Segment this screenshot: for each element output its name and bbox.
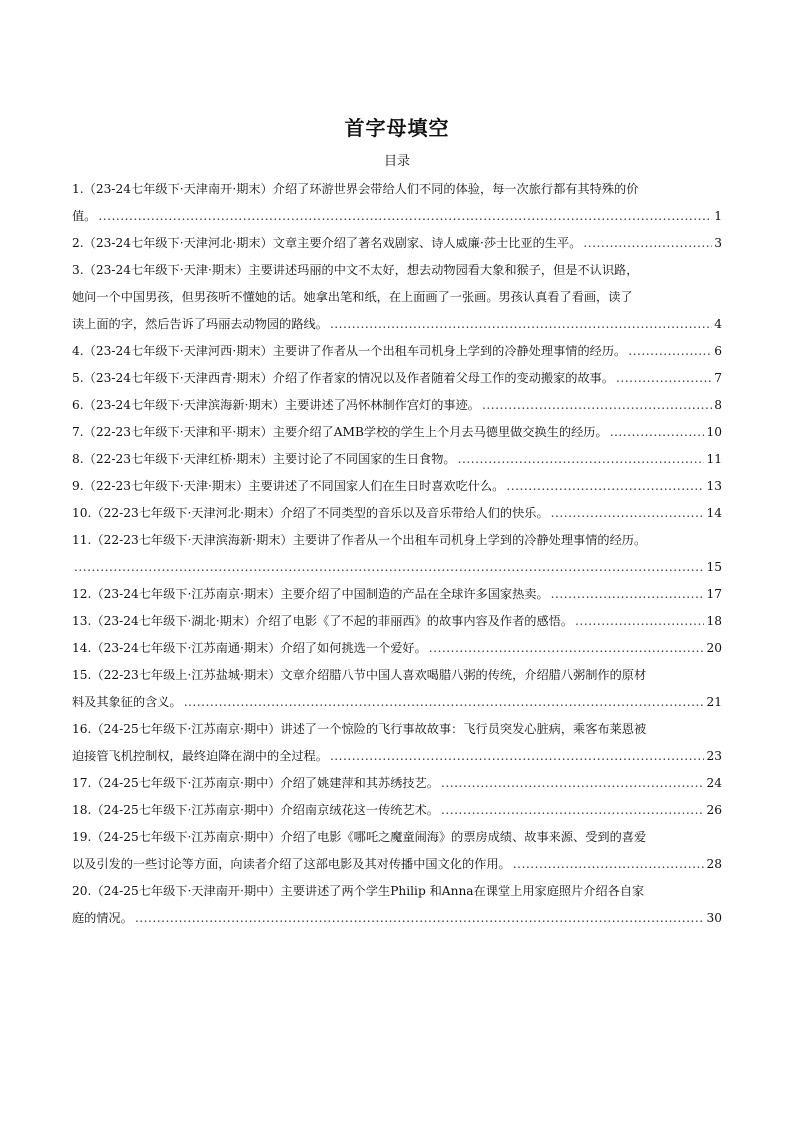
toc-leader-dots xyxy=(458,446,705,473)
toc-entry[interactable] xyxy=(72,797,722,824)
toc-entry[interactable] xyxy=(72,770,722,797)
toc-entry[interactable] xyxy=(72,824,722,878)
table-of-contents xyxy=(72,176,722,932)
toc-entry-row xyxy=(72,635,722,662)
toc-entry-text: 以及引发的一些讨论等方面，向读者介绍了这部电影及其对传播中国文化的作用。 xyxy=(72,857,511,871)
toc-entry-row xyxy=(72,446,722,473)
toc-page-number: 8 xyxy=(714,398,722,412)
toc-entry[interactable] xyxy=(72,662,722,716)
toc-entry-row xyxy=(72,230,722,257)
toc-page-number: 30 xyxy=(706,911,722,925)
toc-leader-dots xyxy=(98,203,712,230)
toc-entry[interactable] xyxy=(72,500,722,527)
toc-leader-dots xyxy=(628,338,712,365)
toc-entry-row xyxy=(72,608,722,635)
toc-leader-dots xyxy=(575,608,704,635)
toc-leader-dots xyxy=(482,392,712,419)
toc-page-number: 15 xyxy=(706,560,722,574)
toc-entry-text: 1.（23-24七年级下·天津南开·期末）介绍了环游世界会带给人们不同的体验，每一次旅行都有其特殊的价 xyxy=(72,182,639,196)
toc-entry-row xyxy=(72,797,722,824)
toc-page-number: 28 xyxy=(706,857,722,871)
toc-entry-text: 7.（22-23七年级下·天津和平·期末）主要介绍了AMB学校的学生上个月去马德里做交换生的经历。 xyxy=(72,425,608,439)
toc-entry-text: 5.（23-24七年级下·天津西青·期末）介绍了作者家的情况以及作者随着父母工作的变动搬家的故事。 xyxy=(72,371,615,385)
toc-entry[interactable] xyxy=(72,581,722,608)
toc-entry[interactable] xyxy=(72,365,722,392)
toc-leader-dots xyxy=(184,689,705,716)
toc-page-number: 26 xyxy=(706,803,722,817)
toc-entry-row xyxy=(72,689,722,716)
toc-entry[interactable] xyxy=(72,230,722,257)
toc-entry-text: 15.（22-23七年级上·江苏盐城·期末）文章介绍腊八节中国人喜欢喝腊八粥的传统，介绍腊八粥制作的原材 xyxy=(72,668,647,682)
toc-entry-text: 3.（23-24七年级下·天津·期末）主要讲述玛丽的中文不太好，想去动物园看大象和猴子，但是不认识路， xyxy=(72,263,639,277)
toc-entry-row xyxy=(72,203,722,230)
toc-page-number: 14 xyxy=(706,506,722,520)
toc-leader-dots xyxy=(330,743,705,770)
toc-entry-row xyxy=(72,554,722,581)
toc-entry-text: 6.（23-24七年级下·天津滨海新·期末）主要讲述了冯怀林制作宫灯的事迹。 xyxy=(72,398,480,412)
toc-entry[interactable] xyxy=(72,635,722,662)
toc-entry-text: 8.（22-23七年级下·天津红桥·期末）主要讨论了不同国家的生日食物。 xyxy=(72,452,456,466)
toc-entry-text: 庭的情况。 xyxy=(72,911,133,925)
toc-entry-text: 值。 xyxy=(72,209,97,223)
toc-leader-dots xyxy=(429,635,705,662)
toc-leader-dots xyxy=(551,581,705,608)
toc-entry-text: 读上面的字，然后告诉了玛丽去动物园的路线。 xyxy=(72,317,328,331)
toc-entry-row xyxy=(72,419,722,446)
toc-entry[interactable] xyxy=(72,473,722,500)
toc-entry-row xyxy=(72,581,722,608)
toc-entry-row xyxy=(72,851,722,878)
toc-leader-dots xyxy=(616,365,712,392)
toc-entry-row xyxy=(72,338,722,365)
document-title: 首字母填空 xyxy=(344,116,450,140)
toc-entry-text: 迫接管飞机控制权，最终迫降在湖中的全过程。 xyxy=(72,749,328,763)
toc-page-number: 17 xyxy=(706,587,722,601)
toc-leader-dots xyxy=(583,230,712,257)
toc-page-number: 10 xyxy=(706,425,722,439)
toc-entry-text: 14.（23-24七年级下·江苏南通·期末）介绍了如何挑选一个爱好。 xyxy=(72,641,427,655)
toc-page-number: 6 xyxy=(714,344,722,358)
toc-leader-dots xyxy=(330,311,712,338)
toc-entry-row xyxy=(72,770,722,797)
toc-entry[interactable] xyxy=(72,257,722,338)
toc-page-number: 20 xyxy=(706,641,722,655)
toc-entry-row xyxy=(72,311,722,338)
toc-entry-text: 9.（22-23七年级下·天津·期末）主要讲述了不同国家人们在生日时喜欢吃什么。 xyxy=(72,479,505,493)
toc-entry-text: 20.（24-25七年级下·天津南开·期中）主要讲述了两个学生Philip 和Anna在课堂上用家庭照片介绍各自家 xyxy=(72,884,645,898)
toc-entry-text: 18.（24-25七年级下·江苏南京·期中）介绍南京绒花这一传统艺术。 xyxy=(72,803,439,817)
toc-entry-row xyxy=(72,392,722,419)
toc-entry-row xyxy=(72,500,722,527)
toc-entry-text: 17.（24-25七年级下·江苏南京·期中）介绍了姚建萍和其苏绣技艺。 xyxy=(72,776,439,790)
toc-entry[interactable] xyxy=(72,419,722,446)
toc-page-number: 13 xyxy=(706,479,722,493)
toc-entry-text: 她问一个中国男孩，但男孩听不懂她的话。她拿出笔和纸，在上面画了一张画。男孩认真看了看画，读了 xyxy=(72,290,633,304)
toc-entry[interactable] xyxy=(72,878,722,932)
toc-leader-dots xyxy=(74,554,704,581)
toc-page-number: 11 xyxy=(706,452,722,466)
toc-page-number: 7 xyxy=(714,371,722,385)
toc-entry-text: 16.（24-25七年级下·江苏南京·期中）讲述了一个惊险的飞行事故故事：飞行员突发心脏病，乘客布莱恩被 xyxy=(72,722,647,736)
toc-page-number: 24 xyxy=(706,776,722,790)
toc-page-number: 18 xyxy=(706,614,722,628)
toc-leader-dots xyxy=(135,905,705,932)
toc-entry[interactable] xyxy=(72,527,722,581)
toc-entry-text: 11.（22-23七年级下·天津滨海新·期末）主要讲了作者从一个出租车司机身上学到的冷静处理事情的经历。 xyxy=(72,533,647,547)
toc-entry-text: 12.（23-24七年级下·江苏南京·期末）主要介绍了中国制造的产品在全球许多国家热卖。 xyxy=(72,587,549,601)
toc-entry[interactable] xyxy=(72,392,722,419)
toc-entry[interactable] xyxy=(72,338,722,365)
toc-entry-text: 19.（24-25七年级下·江苏南京·期中）介绍了电影《哪吒之魔童闹海》的票房成绩、故事来源、受到的喜爱 xyxy=(72,830,647,844)
toc-entry-row xyxy=(72,473,722,500)
toc-entry-text: 2.（23-24七年级下·天津河北·期末）文章主要介绍了著名戏剧家、诗人威廉·莎士比亚的生平。 xyxy=(72,236,582,250)
toc-entry[interactable] xyxy=(72,716,722,770)
toc-entry-text: 10.（22-23七年级下·天津河北·期末）介绍了不同类型的音乐以及音乐带给人们的快乐。 xyxy=(72,506,549,520)
toc-page-number: 23 xyxy=(706,749,722,763)
toc-leader-dots xyxy=(506,473,704,500)
toc-leader-dots xyxy=(441,770,705,797)
toc-entry[interactable] xyxy=(72,608,722,635)
toc-leader-dots xyxy=(551,500,705,527)
toc-leader-dots xyxy=(441,797,705,824)
toc-heading: 目录 xyxy=(383,154,410,169)
toc-entry[interactable] xyxy=(72,446,722,473)
toc-page-number: 3 xyxy=(714,236,722,250)
toc-entry-text: 13.（23-24七年级下·湖北·期末）介绍了电影《了不起的菲丽西》的故事内容及作者的感悟。 xyxy=(72,614,574,628)
toc-page-number: 4 xyxy=(714,317,722,331)
toc-entry-row xyxy=(72,743,722,770)
toc-entry-row xyxy=(72,365,722,392)
toc-entry-row xyxy=(72,905,722,932)
toc-entry-text: 4.（23-24七年级下·天津河西·期末）主要讲了作者从一个出租车司机身上学到的冷静处理事情的经历。 xyxy=(72,344,627,358)
toc-page-number: 1 xyxy=(714,209,722,223)
toc-leader-dots xyxy=(513,851,705,878)
toc-entry-text: 料及其象征的含义。 xyxy=(72,695,182,709)
toc-entry[interactable] xyxy=(72,176,722,230)
toc-leader-dots xyxy=(610,419,705,446)
toc-page-number: 21 xyxy=(706,695,722,709)
